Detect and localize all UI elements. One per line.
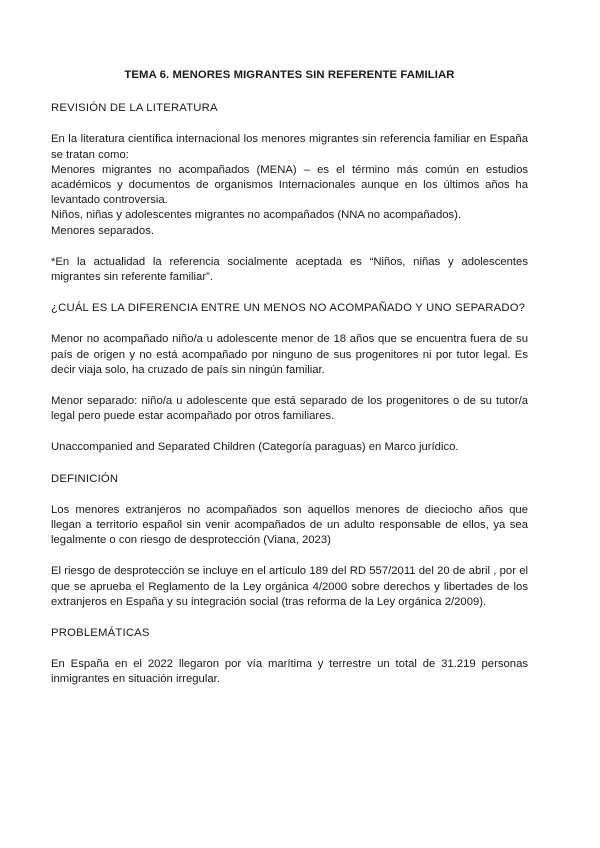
risk-paragraph: El riesgo de desprotección se incluye en el artículo 189 del RD 557/2011 del 20 de abril , por el que se aprueba el Reglamento de la Ley orgánica 4/2000 sobre derechos y libertades de los extranjeros en España y su integración social (tras reforma de la Ley orgánica 2/2009). [51, 565, 528, 608]
section-heading-difference: ¿CUÁL ES LA DIFERENCIA ENTRE UN MENOS NO ACOMPAÑADO Y UNO SEPARADO? [51, 302, 526, 315]
definition-no-acompanado: Menor no acompañado niño/a u adolescente menor de 18 años que se encuentra fuera de su país de origen y no está acompañado por ninguno de sus progenitores ni por tutor legal. Es decir viaja solo, ha cruzado de país sin ningún familiar. [51, 333, 528, 376]
section-heading-problems: PROBLEMÁTICAS [51, 627, 150, 640]
document-title: TEMA 6. MENORES MIGRANTES SIN REFERENTE FAMILIAR [124, 69, 455, 81]
unaccompanied-paragraph: Unaccompanied and Separated Children (Categoría paraguas) en Marco jurídico. [51, 441, 459, 454]
problems-paragraph: En España en el 2022 llegaron por vía marítima y terrestre un total de 31.219 personas inmigrantes en situación irregular. [51, 658, 528, 686]
literature-block [51, 132, 528, 238]
section-heading-definition: DEFINICIÓN [51, 472, 119, 485]
note-reference: *En la actualidad la referencia socialmente aceptada es “Niños, niñas y adolescentes migrantes sin referente familiar”. [51, 255, 528, 284]
term-separados: Menores separados. [51, 224, 154, 237]
section-heading-literature: REVISIÓN DE LA LITERATURA [51, 102, 218, 115]
definition-paragraph: Los menores extranjeros no acompañados son aquellos menores de dieciocho años que llegan a territorio español sin venir acompañados de un adulto responsable de ellos, ya sea legalmente o con riesgo de desprotección (Viana, 2023) [51, 503, 528, 547]
document-page [51, 68, 528, 704]
definition-separado: Menor separado: niño/a u adolescente que está separado de los progenitores o de su tutor/a legal pero puede estar acompañado por otros familiares. [51, 395, 528, 423]
term-mena: Menores migrantes no acompañados (MENA) – es el término más común en estudios académicos y documentos de organismos Internacionales aunque en los últimos años ha levantado controversia. [51, 163, 528, 207]
term-nna: Niños, niñas y adolescentes migrantes no acompañados (NNA no acompañados). [51, 209, 462, 222]
intro-paragraph: En la literatura científica internacional los menores migrantes sin referencia familiar en España se tratan como: [51, 133, 528, 161]
